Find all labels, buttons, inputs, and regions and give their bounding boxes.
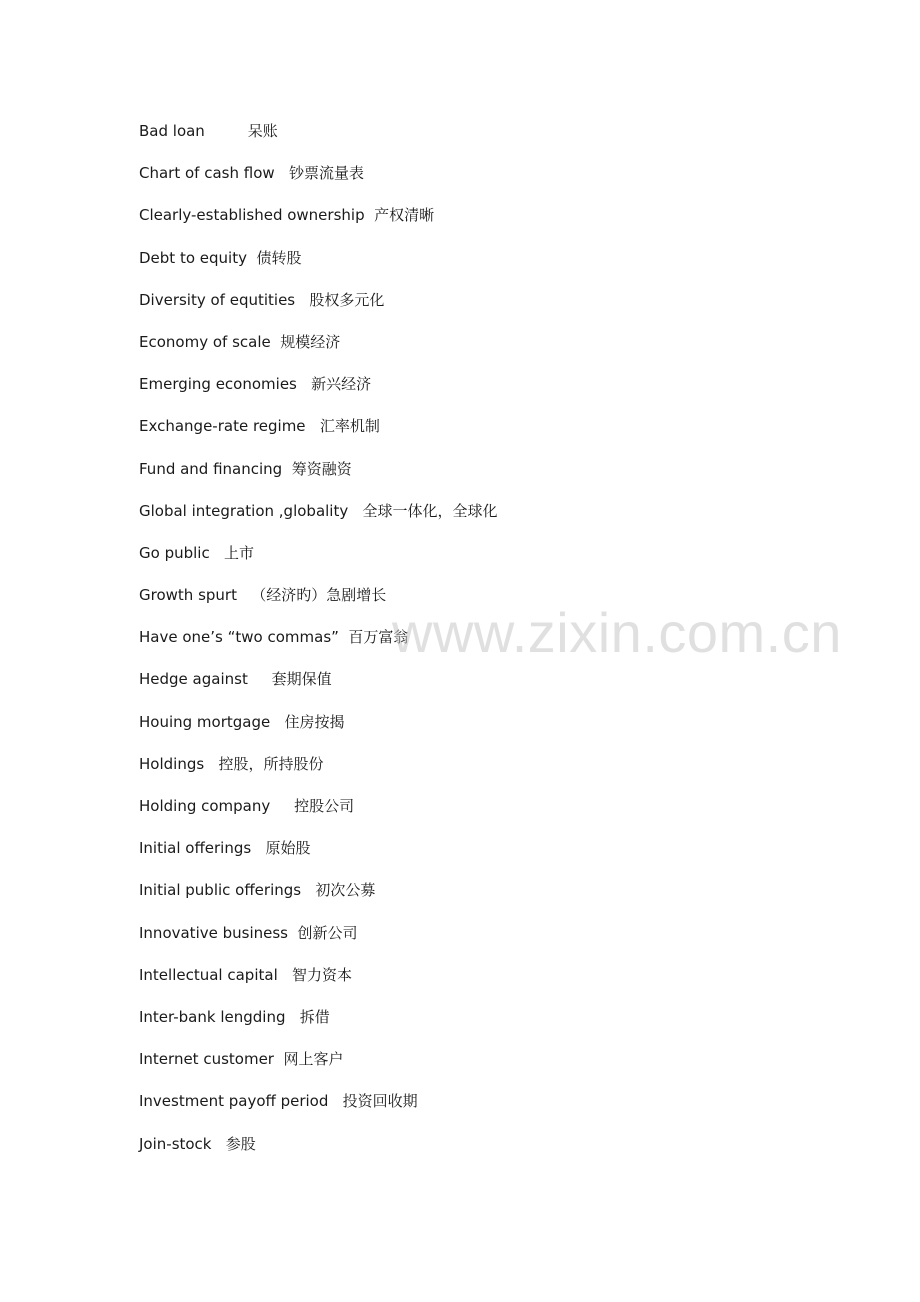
glossary-entry: Internet customer 网上客户 xyxy=(139,1050,344,1069)
glossary-entry: Emerging economies 新兴经济 xyxy=(139,375,372,394)
glossary-entry: Inter-bank lengding 拆借 xyxy=(139,1007,330,1026)
glossary-entry: Fund and financing 筹资融资 xyxy=(139,459,352,478)
glossary-entry: Initial offerings 原始股 xyxy=(139,839,311,858)
glossary-entry: Intellectual capital 智力资本 xyxy=(139,965,353,984)
glossary-entry: Economy of scale 规模经济 xyxy=(139,332,341,351)
glossary-entry: Growth spurt （经济旳）急剧增长 xyxy=(139,586,387,605)
glossary-entry: Chart of cash flow 钞票流量表 xyxy=(139,164,364,183)
glossary-entry: Debt to equity 债转股 xyxy=(139,248,302,267)
glossary-entry: Holding company 控股公司 xyxy=(139,797,355,815)
glossary-entry: Have one’s “two commas” 百万富翁 xyxy=(139,628,409,647)
glossary-entry: Innovative business 创新公司 xyxy=(139,923,358,942)
glossary-entry: Investment payoff period 投资回收期 xyxy=(139,1092,418,1111)
glossary-entry: Join-stock 参股 xyxy=(139,1134,256,1153)
glossary-entry: Holdings 控股，所持股份 xyxy=(139,754,324,773)
glossary-entry: Bad loan 呆账 xyxy=(139,122,278,140)
glossary-entry: Houing mortgage 住房按揭 xyxy=(139,712,345,731)
glossary-entry: Global integration ,globality 全球一体化，全球化 xyxy=(139,501,498,520)
glossary-entry: Exchange-rate regime 汇率机制 xyxy=(139,417,380,436)
glossary-entry: Go public 上市 xyxy=(139,543,255,562)
glossary-entry: Clearly-established ownership 产权清晰 xyxy=(139,206,435,225)
glossary-entry: Hedge against 套期保值 xyxy=(139,670,332,689)
watermark: www.zixin.com.cn xyxy=(392,601,842,664)
glossary-entry: Diversity of equtities 股权多元化 xyxy=(139,290,385,309)
glossary-entry: Initial public offerings 初次公募 xyxy=(139,881,376,900)
